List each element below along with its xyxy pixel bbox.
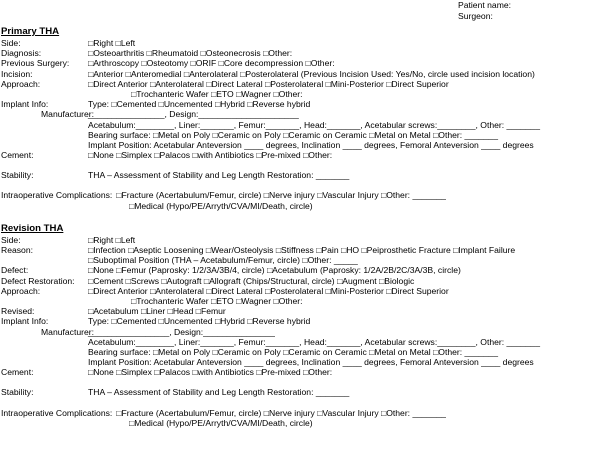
- revision-defect-label: Defect:: [1, 265, 29, 276]
- primary-previous-surgery-row: [1, 58, 600, 68]
- revision-complications-row: [1, 408, 600, 418]
- revision-cement-options[interactable]: □None □Simplex □Palacos □with Antibiotics □Pre-mixed □Other:: [88, 367, 333, 378]
- revision-side-label: Side:: [1, 234, 21, 245]
- primary-stability-row: [1, 170, 600, 180]
- primary-position-fields[interactable]: Implant Position: Acetabular Anteversion ____ degrees, Inclination ____ degrees, Femoral Anteversion ____ degrees: [88, 139, 534, 150]
- revision-implant-info-label: Implant Info:: [1, 316, 49, 327]
- primary-implant-info-label: Implant Info:: [1, 99, 49, 110]
- primary-side-label: Side:: [1, 38, 21, 48]
- primary-tha-title: Primary THA: [1, 26, 60, 37]
- revision-implant-type-options[interactable]: Type: □Cemented □Uncemented □Hybrid □Reverse hybrid: [88, 316, 311, 327]
- primary-components-fields[interactable]: Acetabulum:________, Liner:_______, Femur:_______, Head:_______, Acetabular screws:________, Other: _______: [88, 119, 540, 130]
- revision-components-fields[interactable]: Acetabulum:________, Liner:_______, Femur:_______, Head:_______, Acetabular screws:________, Other: _______: [88, 336, 540, 347]
- section-spacer: [1, 211, 600, 223]
- revision-complications-options[interactable]: □Fracture (Acertabulum/Femur, circle) □Nerve injury □Vascular Injury □Other: _______: [116, 407, 446, 418]
- primary-approach-options-2[interactable]: □Trochanteric Wafer □ETO □Wagner □Other:: [131, 88, 303, 99]
- revision-bearing-options[interactable]: Bearing surface: □Metal on Poly □Ceramic on Poly □Ceramic on Ceramic □Metal on Metal □Other: _______: [88, 346, 498, 357]
- revision-side-row: [1, 235, 600, 245]
- revision-revised-label: Revised:: [1, 306, 35, 317]
- primary-previous-surgery-options[interactable]: □Arthroscopy □Osteotomy □ORIF □Core decompression □Other:: [88, 58, 335, 69]
- revision-revised-row: [1, 306, 600, 316]
- primary-complications-options-2[interactable]: □Medical (Hypo/PE/Arryth/CVA/MI/Death, circle): [129, 200, 313, 211]
- spacer: [1, 160, 600, 170]
- primary-side-options[interactable]: □Right □Left: [88, 38, 136, 48]
- revision-approach-options-2[interactable]: □Trochanteric Wafer □ETO □Wagner □Other:: [131, 295, 303, 306]
- revision-bearing-row: [1, 347, 600, 357]
- revision-revised-options[interactable]: □Acetabulum □Liner □Head □Femur: [88, 306, 226, 317]
- primary-side-row: [1, 38, 600, 48]
- primary-complications-options[interactable]: □Fracture (Acertabulum/Femur, circle) □Nerve injury □Vascular Injury □Other: _______: [116, 190, 446, 201]
- revision-defect-restoration-row: [1, 276, 600, 286]
- primary-approach-options[interactable]: □Direct Anterior □Anterolateral □Direct Lateral □Posterolateral □Mini-Posterior □Direct Superior: [88, 78, 449, 89]
- primary-complications-label: Intraoperative Complications:: [1, 190, 113, 201]
- revision-manufacturer-row: [1, 327, 600, 337]
- tha-form: [1, 26, 600, 428]
- revision-reason-options-2[interactable]: □Suboptimal Position (THA – Acetabulum/Femur, circle) □Other: _____: [88, 255, 358, 266]
- primary-bearing-options[interactable]: Bearing surface: □Metal on Poly □Ceramic on Poly □Ceramic on Ceramic □Metal on Metal □Other: _______: [88, 129, 498, 140]
- revision-position-row: [1, 357, 600, 367]
- revision-approach-row-2: [1, 296, 600, 306]
- form-header: [458, 0, 511, 22]
- primary-implant-type-options[interactable]: Type: □Cemented □Uncemented □Hybrid □Reverse hybrid: [88, 99, 311, 110]
- primary-approach-row: [1, 79, 600, 89]
- revision-defect-row: [1, 265, 600, 275]
- revision-stability-field[interactable]: THA – Assessment of Stability and Leg Length Restoration: _______: [88, 387, 350, 398]
- revision-cement-row: [1, 367, 600, 377]
- revision-tha-title: Revision THA: [1, 222, 64, 234]
- revision-reason-row-2: [1, 255, 600, 265]
- revision-approach-options[interactable]: □Direct Anterior □Anterolateral □Direct Lateral □Posterolateral □Mini-Posterior □Direct Superior: [88, 285, 449, 296]
- primary-diagnosis-options[interactable]: □Osteoarthritis □Rheumatoid □Osteonecrosis □Other:: [88, 48, 293, 59]
- revision-position-fields[interactable]: Implant Position: Acetabular Anteversion ____ degrees, Inclination ____ degrees, Femoral Anteversion ____ degrees: [88, 357, 534, 368]
- primary-stability-field[interactable]: THA – Assessment of Stability and Leg Length Restoration: _______: [88, 170, 350, 181]
- revision-manufacturer-label: Manufacturer:: [41, 326, 95, 337]
- primary-position-row: [1, 140, 600, 150]
- primary-implant-info-row: [1, 99, 600, 109]
- revision-implant-info-row: [1, 316, 600, 326]
- primary-components-row: [1, 120, 600, 130]
- primary-complications-row-2: [1, 201, 600, 211]
- revision-defect-restoration-label: Defect Restoration:: [1, 275, 75, 286]
- revision-reason-options[interactable]: □Infection □Aseptic Loosening □Wear/Osteolysis □Stiffness □Pain □HO □Peiprosthetic Fracture □Implant Failure: [88, 245, 516, 255]
- revision-approach-row: [1, 286, 600, 296]
- revision-components-row: [1, 337, 600, 347]
- revision-defect-options[interactable]: □None □Femur (Paprosky: 1/2/3A/3B/4, circle) □Acetabulum (Paprosky: 1/2A/2B/2C/3A/3B, circle): [88, 265, 461, 276]
- revision-stability-label: Stability:: [1, 387, 34, 398]
- primary-incision-label: Incision:: [1, 68, 33, 79]
- revision-defect-restoration-options[interactable]: □Cement □Screws □Autograft □Allograft (Chips/Structural, circle) □Augment □Biologic: [88, 275, 415, 286]
- revision-complications-options-2[interactable]: □Medical (Hypo/PE/Arryth/CVA/MI/Death, circle): [129, 417, 313, 428]
- primary-diagnosis-row: [1, 48, 600, 58]
- surgeon-field[interactable]: Surgeon:: [458, 11, 493, 21]
- revision-reason-row: [1, 245, 600, 255]
- spacer: [1, 180, 600, 190]
- primary-incision-options[interactable]: □Anterior □Anteromedial □Anterolateral □Posterolateral (Previous Incision Used: Yes/No, circle used incision location): [88, 68, 535, 79]
- primary-cement-row: [1, 150, 600, 160]
- primary-bearing-row: [1, 130, 600, 140]
- revision-cement-label: Cement:: [1, 367, 34, 378]
- primary-previous-surgery-label: Previous Surgery:: [1, 58, 70, 69]
- primary-cement-label: Cement:: [1, 150, 34, 161]
- revision-manufacturer-field[interactable]: _________________, Design:_______________: [88, 326, 275, 337]
- primary-stability-label: Stability:: [1, 170, 34, 181]
- primary-approach-label: Approach:: [1, 78, 41, 89]
- patient-name-field[interactable]: Patient name:: [458, 0, 512, 10]
- spacer: [1, 398, 600, 408]
- revision-stability-row: [1, 387, 600, 397]
- revision-side-options[interactable]: □Right □Left: [88, 234, 136, 245]
- primary-diagnosis-label: Diagnosis:: [1, 48, 42, 59]
- primary-approach-row-2: [1, 89, 600, 99]
- revision-reason-label: Reason:: [1, 245, 34, 255]
- spacer: [1, 377, 600, 387]
- primary-complications-row: [1, 190, 600, 200]
- primary-manufacturer-row: [1, 109, 600, 119]
- primary-incision-row: [1, 69, 600, 79]
- primary-cement-options[interactable]: □None □Simplex □Palacos □with Antibiotics □Pre-mixed □Other:: [88, 150, 333, 161]
- revision-complications-row-2: [1, 418, 600, 428]
- revision-approach-label: Approach:: [1, 285, 41, 296]
- revision-complications-label: Intraoperative Complications:: [1, 407, 113, 418]
- primary-manufacturer-label: Manufacturer:: [41, 109, 95, 120]
- primary-manufacturer-field[interactable]: ________________, Design:_____________________: [88, 109, 299, 120]
